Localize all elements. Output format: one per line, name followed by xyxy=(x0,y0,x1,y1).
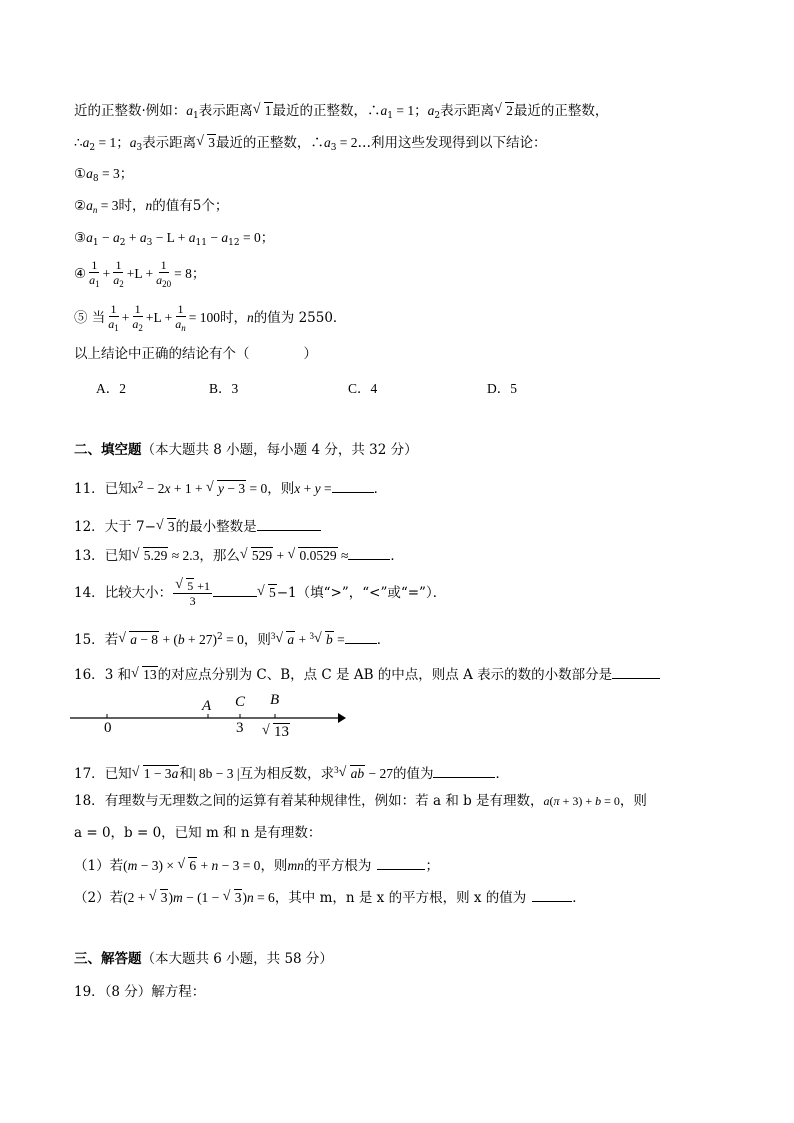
label-sqrt13: √ 13 xyxy=(262,724,290,741)
answer-blank xyxy=(345,629,377,644)
choice-c: C．4 xyxy=(348,381,378,396)
conclusion-3: $③a_1 - a_2 + a_3 - L + a_{11} - a_{12} = 0$； xyxy=(74,230,275,248)
choice-a: A．2 xyxy=(96,381,126,396)
question-text: 以上结论中正确的结论有个（ ） xyxy=(74,346,317,362)
arrow-icon xyxy=(338,713,346,723)
conclusion-5: ⑤ 当 $\frac{1}{a_1}$ + $\frac{1}{a_2}$ +L + $\frac{1}{a_n}$ = 100时，n的值为 2550． xyxy=(74,302,347,333)
label-three: 3 xyxy=(236,720,244,736)
conclusion-1: $①a_8 = 3$； xyxy=(74,166,134,184)
question-18-line-1: 18．有理数与无理数之间的运算有着某种规律性，例如：若 a 和 b 是有理数，a(π + 3) + b = 0，则 xyxy=(74,793,647,809)
section-3-heading: 三、解答题（本大题共 6 小题，共 58 分） xyxy=(74,951,333,967)
answer-blank xyxy=(612,664,660,679)
conclusion-2: $②a_n = 3$时，n的值有5个； xyxy=(74,198,229,215)
text: 近的正整数·例如： xyxy=(74,103,187,119)
question-12: 12．大于 7−√ 3的最小整数是 xyxy=(74,516,321,537)
section-2-heading: 二、填空题（本大题共 8 小题，每小题 4 分，共 32 分） xyxy=(74,442,418,458)
question-16: 16．3 和√ 13的对应点分别为 C、B，点 C 是 AB 的中点，则点 A 表示的数的小数部分是 xyxy=(74,664,660,685)
choice-b: B．3 xyxy=(209,381,239,396)
label-c: C xyxy=(235,694,246,710)
question-18-part-2: （2）若(2 + √ 3)m − (1 − √ 3)n = 6，其中 m，n 是 x 的平方根，则 x 的值为 ． xyxy=(74,887,586,908)
question-15: 15．若√ $a - 8 + (b + 27)^2 = 0$，则$^3$√ a + $^3$√ b = ． xyxy=(74,626,390,650)
answer-blank xyxy=(257,516,321,531)
answer-blank xyxy=(348,545,390,560)
answer-blank xyxy=(213,582,257,597)
answer-blank xyxy=(377,855,425,870)
question-19: 19．（8 分）解方程： xyxy=(74,984,206,1000)
label-a: A xyxy=(202,698,212,714)
question-17: 17．已知√ 1 − 3a和| 8b − 3 |互为相反数，求$^3$√ ab − 27的值为 ． xyxy=(74,760,509,784)
intro-line-2: $\therefore a_2 = 1$；$a_3$表示距离√ 3最近的正整数，$\therefore a_3$ = 2…利用这些发现得到以下结论： xyxy=(74,133,547,158)
answer-blank xyxy=(433,763,495,778)
conclusion-4: ④ $\frac{1}{a_1}$ + $\frac{1}{a_2}$ +L + $\frac{1}{a_{20}}$ = 8； xyxy=(74,258,206,289)
label-b: B xyxy=(270,692,280,708)
label-zero: 0 xyxy=(104,720,112,736)
answer-blank xyxy=(532,887,572,902)
question-14: 14．比较大小： √ $\frac{5 +1}{3}$ √ 5−1（填“>”，“<”或“=”）． xyxy=(74,576,446,610)
answer-blank xyxy=(332,478,374,493)
question-13: 13．已知√ 5.29 ≈ 2.3，那么√ 529 + √ 0.0529 ≈ ． xyxy=(74,545,404,566)
intro-line-1: 近的正整数·例如：$a_1$表示距离√ 1最近的正整数，$\therefore a_1 = 1$；$a_2$表示距离√ 2最近的正整数， xyxy=(74,101,608,126)
question-18-part-1: （1）若(m − 3) × √ 6 + n − 3 = 0，则mn的平方根为 ； xyxy=(74,855,439,876)
question-18-line-2: a = 0，b = 0，已知 m 和 n 是有理数： xyxy=(74,825,322,841)
question-11: 11．已知$x^2 - 2x + 1$ + √ y − 3 = 0，则x + y = ． xyxy=(74,476,387,499)
choice-d: D．5 xyxy=(487,381,517,396)
